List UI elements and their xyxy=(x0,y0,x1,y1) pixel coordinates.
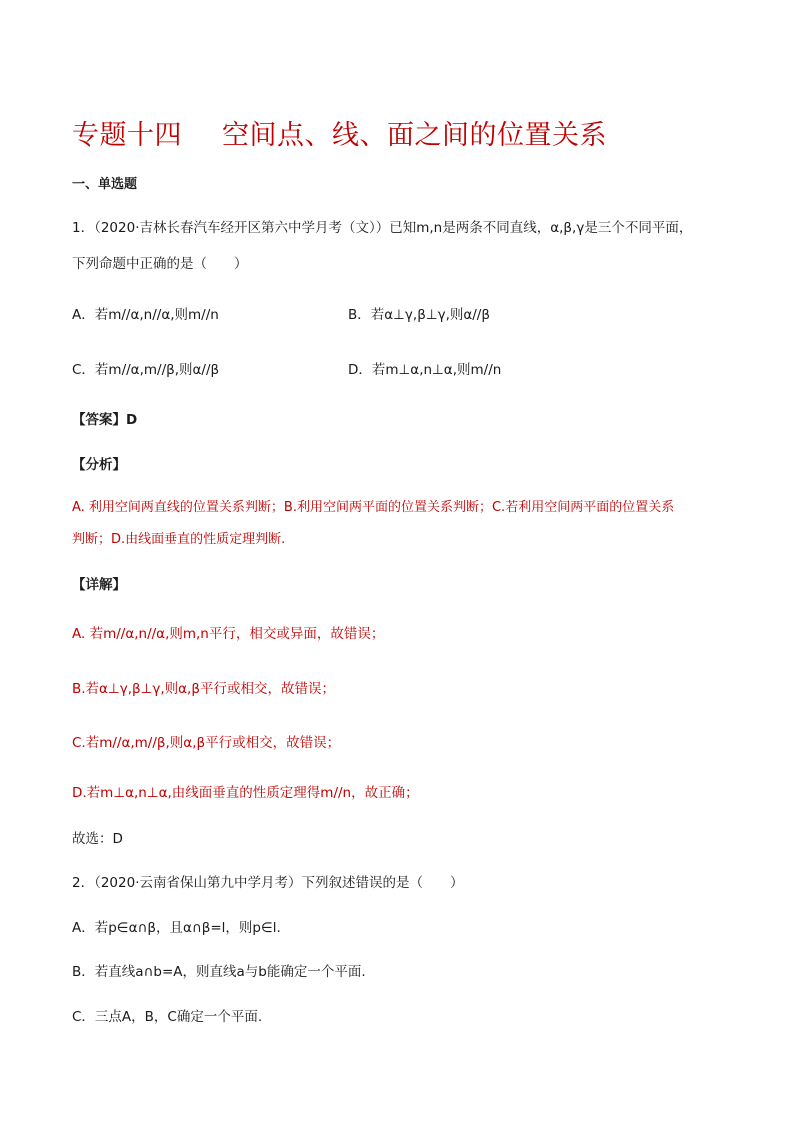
q1-detail-d: D.若m⊥α,n⊥α,由线面垂直的性质定理得m//n，故正确； xyxy=(72,785,419,801)
section-heading: 一、单选题 xyxy=(72,177,138,192)
q1-answer: 【答案】D xyxy=(72,412,138,428)
q1-detail-c: C.若m//α,m//β,则α,β平行或相交，故错误； xyxy=(72,735,341,751)
q1-detail-heading: 【详解】 xyxy=(72,577,126,593)
title-topic-name: 空间点、线、面之间的位置关系 xyxy=(222,120,607,151)
q1-stem-line2: 下列命题中正确的是（ ） xyxy=(72,256,248,272)
q2-option-b: B．若直线a∩b=A，则直线a与b能确定一个平面. xyxy=(72,964,366,980)
q1-choice: 故选：D xyxy=(72,831,123,847)
q1-option-c: C．若m//α,m//β,则α//β xyxy=(72,362,220,378)
title-topic-number: 专题十四 xyxy=(72,120,182,151)
q1-option-b: B．若α⊥γ,β⊥γ,则α//β xyxy=(348,307,490,323)
q2-option-a: A．若p∈α∩β，且α∩β=l，则p∈l. xyxy=(72,920,281,936)
q1-analysis-line2: 判断；D.由线面垂直的性质定理判断. xyxy=(72,532,286,547)
q1-analysis-line1: A. 利用空间两直线的位置关系判断；B.利用空间两平面的位置关系判断；C.若利用空间两平面的位置关系 xyxy=(72,500,675,515)
q1-stem-line1: 1．（2020·吉林长春汽车经开区第六中学月考（文））已知m,n是两条不同直线，α,β,γ是三个不同平面， xyxy=(72,220,693,236)
q1-detail-b: B.若α⊥γ,β⊥γ,则α,β平行或相交，故错误； xyxy=(72,681,335,697)
page-title xyxy=(72,113,607,152)
q1-detail-a: A. 若m//α,n//α,则m,n平行，相交或异面，故错误； xyxy=(72,626,385,642)
q2-stem: 2．（2020·云南省保山第九中学月考）下列叙述错误的是（ ） xyxy=(72,875,464,891)
q1-option-a: A．若m//α,n//α,则m//n xyxy=(72,307,219,323)
q1-analysis-heading: 【分析】 xyxy=(72,457,126,473)
q2-option-c: C．三点A，B，C确定一个平面. xyxy=(72,1009,263,1025)
q1-option-d: D．若m⊥α,n⊥α,则m//n xyxy=(348,362,502,378)
